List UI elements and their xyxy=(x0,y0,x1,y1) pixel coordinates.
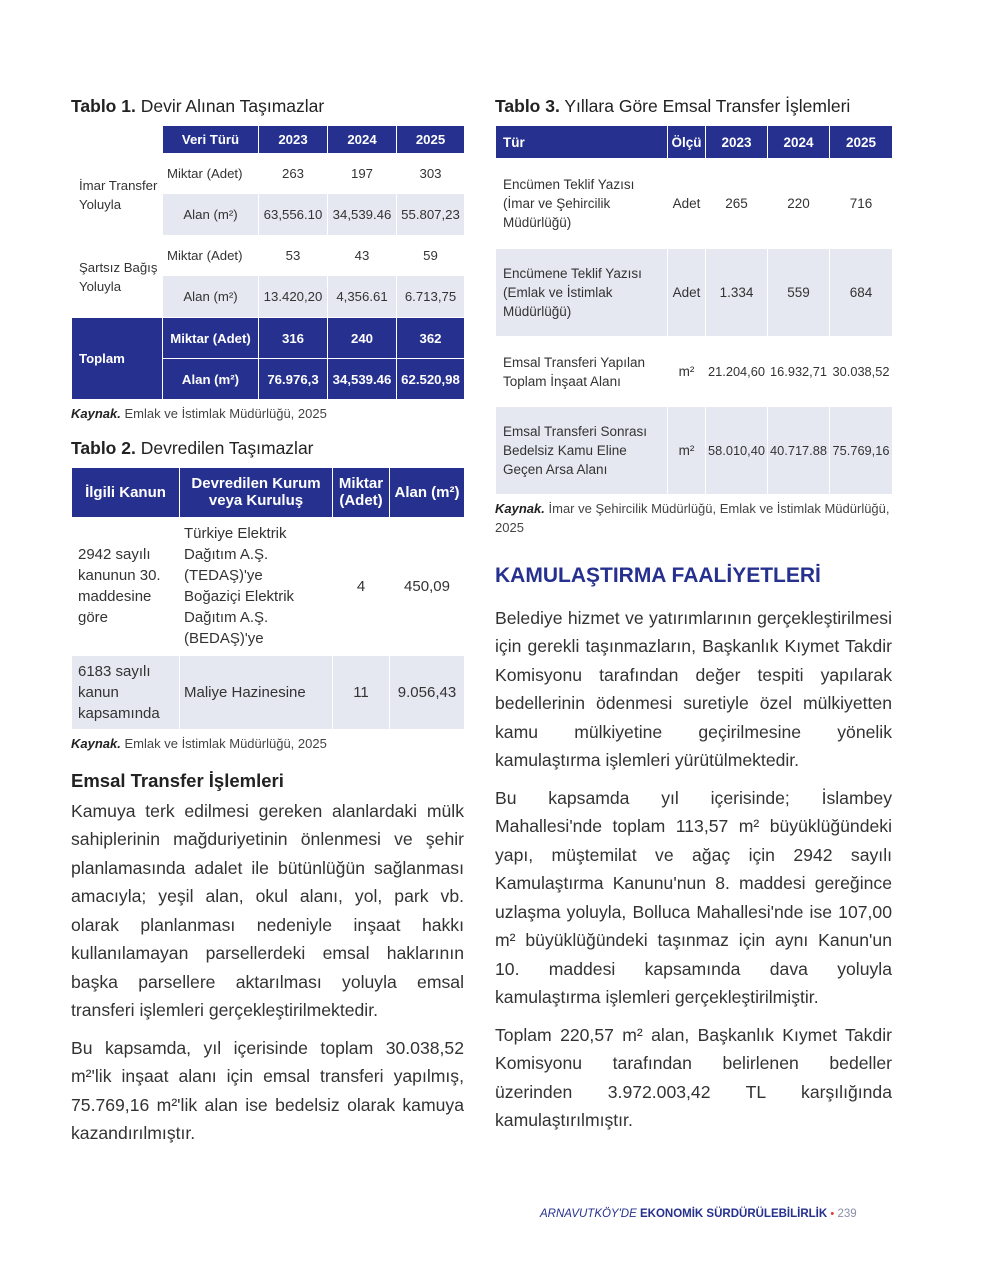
left-column xyxy=(71,96,464,1148)
table1-header: Veri Türü xyxy=(163,126,259,154)
table2-caption: Tablo 2. Devredilen Taşımazlar xyxy=(71,437,314,458)
table-row: 6183 sayılı kanun kapsamında Maliye Hazinesine 11 9.056,43 xyxy=(72,655,465,729)
total-row: Alan (m²) 76.976,3 34,539.46 62.520,98 xyxy=(72,359,465,400)
group-label: Şartsız Bağış Yoluyla xyxy=(72,236,163,318)
table-row: İmar Transfer Yoluyla Miktar (Adet) 263 197 303 xyxy=(72,154,465,194)
table-row: 2942 sayılı kanunun 30. maddesine göre Türkiye Elektrik Dağıtım A.Ş. (TEDAŞ)'ye Boğaziçi Elektrik Dağıtım A.Ş. (BEDAŞ)'ye 4 450,09 xyxy=(72,517,465,655)
table3-header-row xyxy=(496,126,893,159)
table1-caption: Tablo 1. Devir Alınan Taşımazlar xyxy=(71,96,325,116)
emsal-heading: Emsal Transfer İşlemleri xyxy=(71,769,284,791)
kamulastirma-paragraph: Toplam 220,57 m² alan, Başkanlık Kıymet Takdir Komisyonu tarafından belirlenen bedeller üzerinden 3.972.003,42 TL karşılığında kamulaştırılmıştır. xyxy=(495,1024,892,1131)
emsal-paragraph: Bu kapsamda, yıl içerisinde toplam 30.038,52 m²'lik inşaat alanı için emsal transferi yapılmış, 75.769,16 m²'lik alan ise bedelsiz olarak kamuya kazandırılmıştır. xyxy=(71,1037,464,1144)
page-number: 239 xyxy=(837,1208,857,1220)
table1-header-row xyxy=(72,126,465,154)
table3-source: Kaynak. İmar ve Şehircilik Müdürlüğü, Emlak ve İstimlak Müdürlüğü, 2025 xyxy=(495,501,890,535)
table-row: Alan (m²) 13.420,20 4,356.61 6.713,75 xyxy=(72,276,465,318)
row-type: Miktar (Adet) xyxy=(163,154,259,194)
table1 xyxy=(71,125,465,400)
kamulastirma-paragraph: Belediye hizmet ve yatırımlarının gerçekleştirilmesi için gerekli taşınmazların, Başkanlık Kıymet Takdir Komisyonu tarafından değer tespiti yapılarak bedellerinin ödenmesi suretiyle özel mülkiyetten kamu mülkiyetine geçirilmesine yönelik kamulaştırma işlemleri yürütülmektedir. xyxy=(495,607,892,771)
table2-header: İlgili Kanun xyxy=(72,467,180,517)
kamulastirma-paragraph: Bu kapsamda yıl içerisinde; İslambey Mahallesi'nde toplam 113,57 m² büyüklüğündeki yapı, müştemilat ve ağaç için 2942 sayılı Kamulaştırma Kanunu'nun 8. maddesi gereğince uzlaşma yoluyla, Bolluca Mahallesi'nde ise 107,00 m² büyüklüğündeki taşınmaz için aynı Kanun'un 10. maddesi kapsamında dava yoluyla kamulaştırma işlemleri gerçekleştirilmiştir. xyxy=(495,787,892,1008)
table-row: Encümene Teklif Yazısı (Emlak ve İstimlak Müdürlüğü) Adet 1.334 559 684 xyxy=(496,249,893,337)
table2-header-row xyxy=(72,467,465,517)
table3-header: Tür xyxy=(496,126,668,159)
institution-name: Türkiye Elektrik Dağıtım A.Ş. (TEDAŞ)'ye xyxy=(184,525,287,585)
right-column xyxy=(495,96,892,1135)
total-label: Toplam xyxy=(72,318,163,400)
total-row: Toplam Miktar (Adet) 316 240 362 xyxy=(72,318,465,359)
table2-header: Alan (m²) xyxy=(390,467,465,517)
table3-header: 2023 xyxy=(706,126,768,159)
section-title: KAMULAŞTIRMA FAALİYETLERİ xyxy=(495,563,821,587)
table1-header: 2024 xyxy=(328,126,397,154)
table-row: Şartsız Bağış Yoluyla Miktar (Adet) 53 43 59 xyxy=(72,236,465,276)
table-row: Alan (m²) 63,556.10 34,539.46 55.807,23 xyxy=(72,194,465,236)
row-type: Miktar (Adet) xyxy=(163,236,259,276)
table2-header: Miktar (Adet) xyxy=(333,467,390,517)
table3-caption: Tablo 3. Yıllara Göre Emsal Transfer İşlemleri xyxy=(495,96,851,116)
table3 xyxy=(495,125,893,495)
table3-header: Ölçü xyxy=(668,126,706,159)
table2 xyxy=(71,467,465,730)
table2-header: Devredilen Kurum veya Kuruluş xyxy=(180,467,333,517)
table-row: Encümen Teklif Yazısı (İmar ve Şehircilik Müdürlüğü) Adet 265 220 716 xyxy=(496,159,893,249)
emsal-paragraph: Kamuya terk edilmesi gereken alanlardaki mülk sahiplerinin mağduriyetinin önlenmesi ve şehir planlamasında adalet ile bütünlüğün sağlanması amacıyla; yeşil alan, okul alanı, yol, park vb. olarak planlanması nedeniyle inşaat hakkı kullanılamayan parsellerdeki emsal haklarının başka parsellere aktarılması yoluyla emsal transferi işlemleri gerçekleştirilmektedir. xyxy=(71,800,464,1021)
table-row: Emsal Transferi Yapılan Toplam İnşaat Alanı m² 21.204,60 16.932,71 30.038,52 xyxy=(496,337,893,407)
institution-name: Maliye Hazinesine xyxy=(180,655,333,729)
table1-header: 2023 xyxy=(259,126,328,154)
bullet-icon: • xyxy=(830,1208,835,1220)
table-row: Emsal Transferi Sonrası Bedelsiz Kamu Eline Geçen Arsa Alanı m² 58.010,40 40.717.88 75.769,16 xyxy=(496,407,893,495)
table1-source: Kaynak. Emlak ve İstimlak Müdürlüğü, 2025 xyxy=(71,406,327,421)
footer-brand: ARNAVUTKÖY'DE xyxy=(540,1208,637,1220)
footer-topic: EKONOMİK SÜRDÜRÜLEBİLİRLİK xyxy=(639,1208,828,1220)
group-label: İmar Transfer Yoluyla xyxy=(72,154,163,236)
table3-header: 2025 xyxy=(830,126,893,159)
row-type: Alan (m²) xyxy=(163,194,259,236)
table2-source: Kaynak. Emlak ve İstimlak Müdürlüğü, 2025 xyxy=(71,735,327,751)
row-type: Alan (m²) xyxy=(163,276,259,318)
table3-header: 2024 xyxy=(768,126,830,159)
table1-header: 2025 xyxy=(397,126,465,154)
page-footer xyxy=(540,1208,880,1220)
institution-name: Boğaziçi Elektrik Dağıtım A.Ş. (BEDAŞ)'ye xyxy=(184,588,295,648)
